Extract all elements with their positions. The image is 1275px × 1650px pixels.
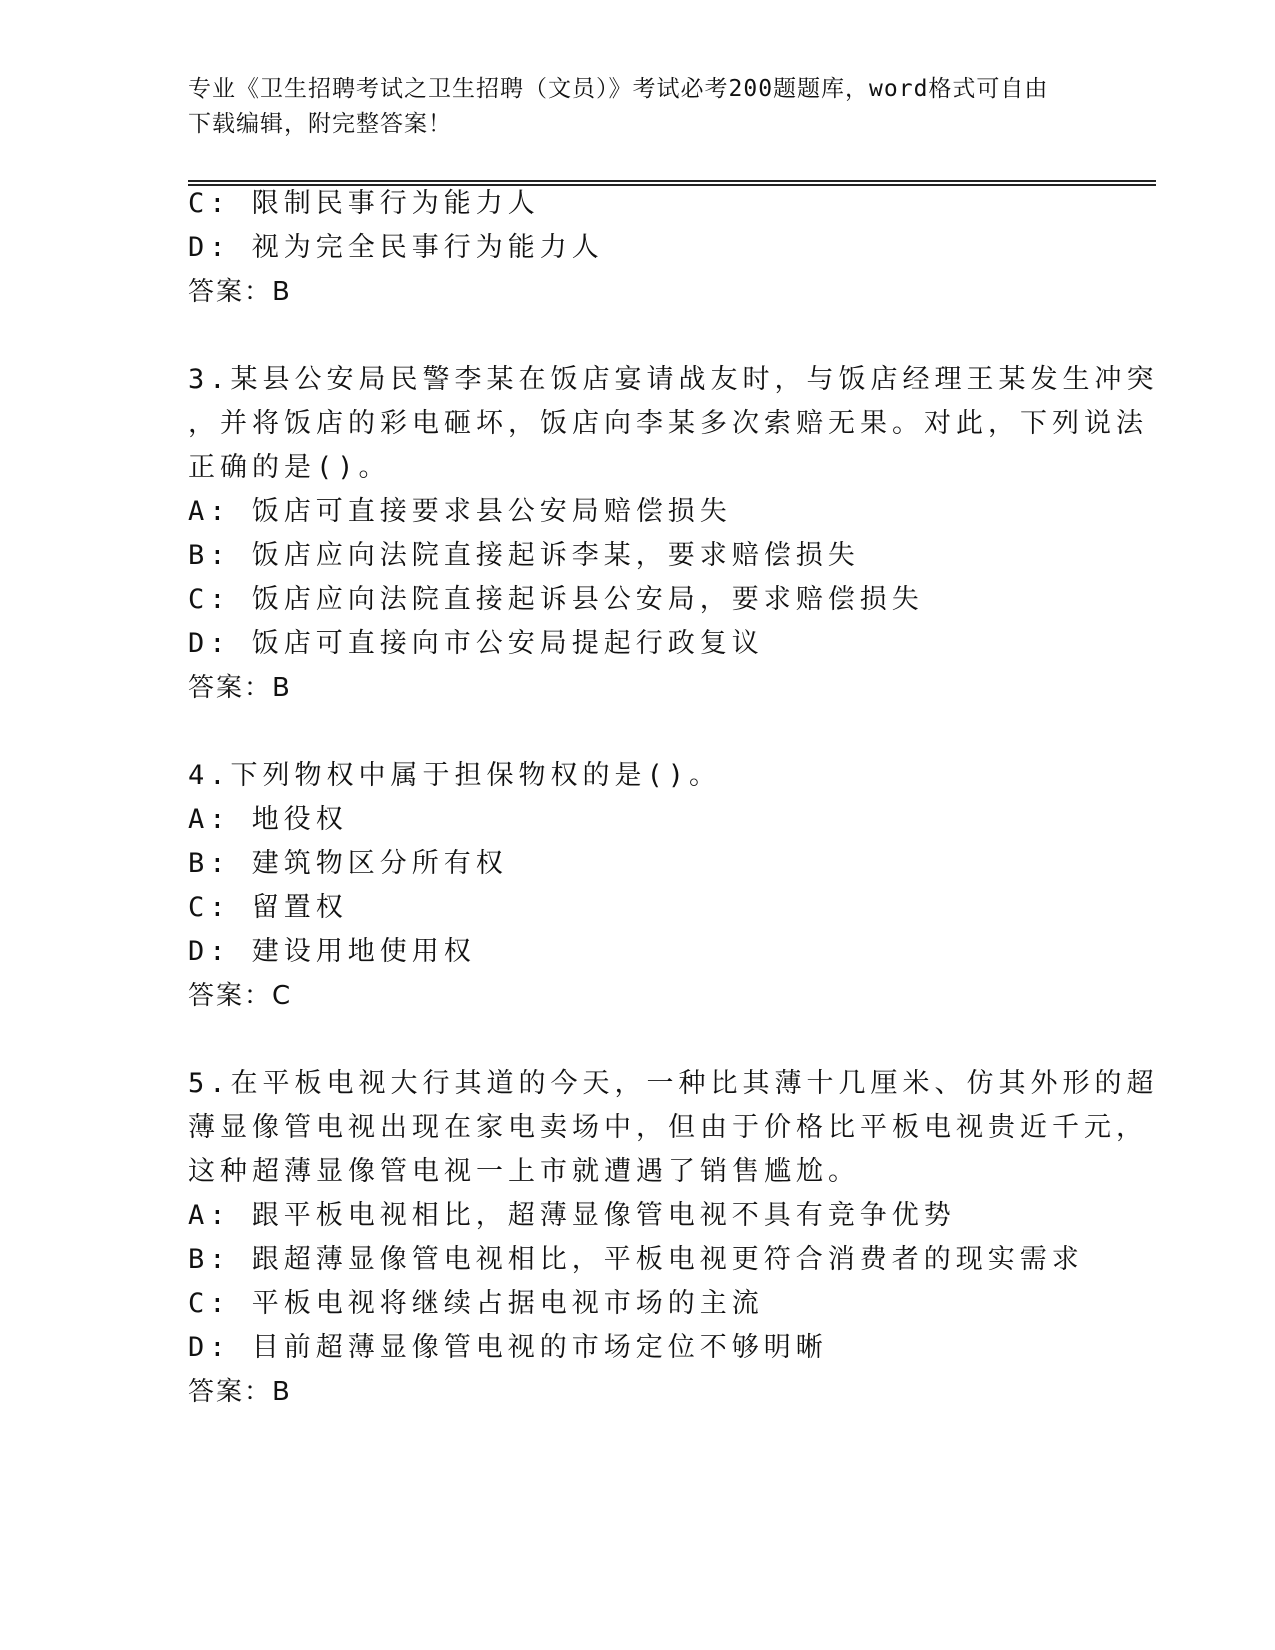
q4-answer: 答案：C [188, 981, 293, 1011]
q2-option-c: C: 限制民事行为能力人 [188, 188, 540, 219]
q2-answer: 答案：B [188, 277, 292, 307]
q5-stem-line3: 这种超薄显像管电视一上市就遭遇了销售尴尬。 [188, 1156, 860, 1187]
header-divider [188, 180, 1156, 182]
q3-stem-line1: 3.某县公安局民警李某在饭店宴请战友时，与饭店经理王某发生冲突 [188, 364, 1159, 395]
q5-answer: 答案：B [188, 1377, 292, 1407]
q3-option-b: B: 饭店应向法院直接起诉李某，要求赔偿损失 [188, 540, 860, 571]
q5-option-d: D: 目前超薄显像管电视的市场定位不够明晰 [188, 1332, 828, 1363]
q5-stem-line2: 薄显像管电视出现在家电卖场中，但由于价格比平板电视贵近千元， [188, 1112, 1148, 1143]
q3-stem-line3: 正确的是()。 [188, 452, 391, 483]
q4-stem-line1: 4.下列物权中属于担保物权的是()。 [188, 760, 722, 791]
q3-option-d: D: 饭店可直接向市公安局提起行政复议 [188, 628, 764, 659]
q3-option-c: C: 饭店应向法院直接起诉县公安局，要求赔偿损失 [188, 584, 924, 615]
q4-option-b: B: 建筑物区分所有权 [188, 848, 508, 879]
q5-stem-line1: 5.在平板电视大行其道的今天，一种比其薄十几厘米、仿其外形的超 [188, 1068, 1159, 1099]
q5-option-c: C: 平板电视将继续占据电视市场的主流 [188, 1288, 764, 1319]
q4-option-c: C: 留置权 [188, 892, 348, 923]
q5-option-a: A: 跟平板电视相比，超薄显像管电视不具有竞争优势 [188, 1200, 956, 1231]
q3-stem-line2: ，并将饭店的彩电砸坏，饭店向李某多次索赔无果。对此，下列说法 [188, 408, 1148, 439]
q3-option-a: A: 饭店可直接要求县公安局赔偿损失 [188, 496, 732, 527]
q3-answer: 答案：B [188, 673, 292, 703]
q4-option-a: A: 地役权 [188, 804, 348, 835]
q2-option-d: D: 视为完全民事行为能力人 [188, 232, 604, 263]
q5-option-b: B: 跟超薄显像管电视相比，平板电视更符合消费者的现实需求 [188, 1244, 1084, 1275]
document-header: 专业《卫生招聘考试之卫生招聘（文员）》考试必考200题题库，word格式可自由下载编辑，附完整答案！ [188, 76, 1049, 137]
q4-option-d: D: 建设用地使用权 [188, 936, 476, 967]
